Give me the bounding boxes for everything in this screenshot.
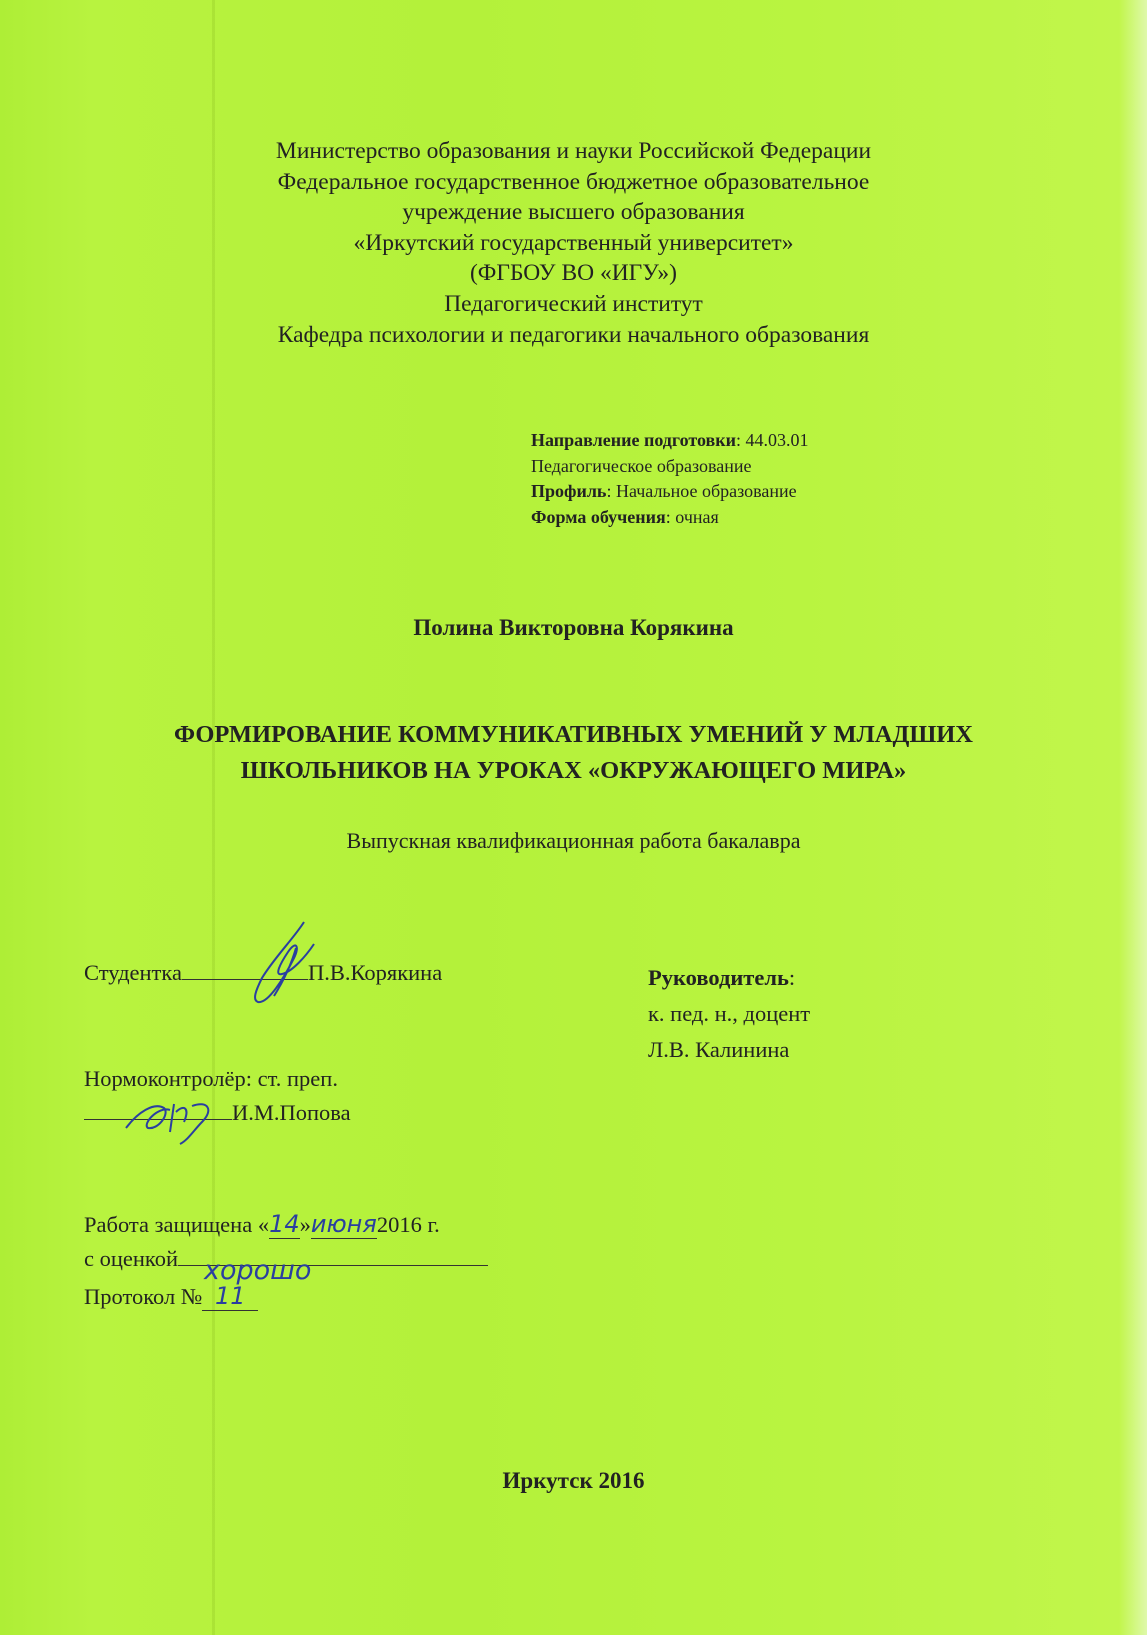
- institution-header: [0, 136, 1147, 350]
- direction-code: : 44.03.01: [736, 430, 809, 450]
- thesis-title: [0, 717, 1147, 789]
- institute-name: Педагогический институт: [444, 290, 703, 317]
- supervisor-name: Л.В. Калинина: [648, 1037, 790, 1062]
- institution-type-line-2: учреждение высшего образования: [402, 199, 745, 226]
- study-form-label: Форма обучения: [531, 506, 666, 527]
- defense-line: [84, 1210, 440, 1238]
- protocol-number: 11: [215, 1282, 246, 1310]
- grade-value: хорошо: [204, 1255, 312, 1286]
- defense-label: Работа защищена «: [84, 1212, 270, 1237]
- grade-label: с оценкой: [84, 1246, 179, 1271]
- protocol-label: Протокол №: [84, 1284, 203, 1309]
- direction-name: Педагогическое образование: [531, 455, 752, 476]
- department-name: Кафедра психологии и педагогики начального образования: [277, 321, 870, 348]
- supervisor-colon: :: [788, 965, 796, 990]
- direction-block: [531, 428, 809, 530]
- supervisor-block: [648, 960, 810, 1068]
- thesis-title-line-2: ШКОЛЬНИКОВ НА УРОКАХ «ОКРУЖАЮЩЕГО МИРА»: [240, 757, 907, 784]
- defense-day: 14: [269, 1210, 300, 1238]
- work-type: Выпускная квалификационная работа бакалавра: [346, 828, 801, 853]
- study-form-value: : очная: [665, 506, 719, 527]
- thesis-title-line-1: ФОРМИРОВАНИЕ КОММУНИКАТИВНЫХ УМЕНИЙ У МЛАДШИХ: [174, 721, 973, 748]
- profile-label: Профиль: [531, 481, 607, 501]
- university-abbr: (ФГБОУ ВО «ИГУ»): [469, 260, 678, 287]
- profile-value: : Начальное образование: [606, 481, 797, 501]
- grade-field: [178, 1255, 488, 1286]
- direction-label: Направление подготовки: [531, 430, 737, 450]
- normcontrol-label: Нормоконтролёр: ст. преп.: [84, 1066, 338, 1091]
- defense-year: 2016 г.: [376, 1212, 440, 1237]
- institution-type-line: Федеральное государственное бюджетное образовательное: [277, 168, 870, 195]
- normcontrol-name: И.М.Попова: [232, 1100, 351, 1125]
- normcontrol-signature: [118, 1088, 238, 1148]
- city-year: Иркутск 2016: [502, 1468, 645, 1493]
- ministry-line: Министерство образования и науки Российской Федерации: [275, 138, 872, 164]
- student-name: П.В.Корякина: [307, 960, 443, 985]
- protocol-line: [84, 1282, 258, 1311]
- grade-line: [84, 1246, 488, 1286]
- protocol-field: [202, 1282, 258, 1311]
- supervisor-degree: к. пед. н., доцент: [648, 1001, 811, 1026]
- student-label: Студентка: [84, 960, 182, 985]
- university-name: «Иркутский государственный университет»: [353, 229, 794, 256]
- defense-month: июня: [310, 1210, 377, 1238]
- supervisor-label: Руководитель: [648, 965, 789, 990]
- author-name: Полина Викторовна Корякина: [413, 615, 734, 640]
- student-signature: [234, 918, 344, 1008]
- defense-quote-close: »: [299, 1212, 311, 1237]
